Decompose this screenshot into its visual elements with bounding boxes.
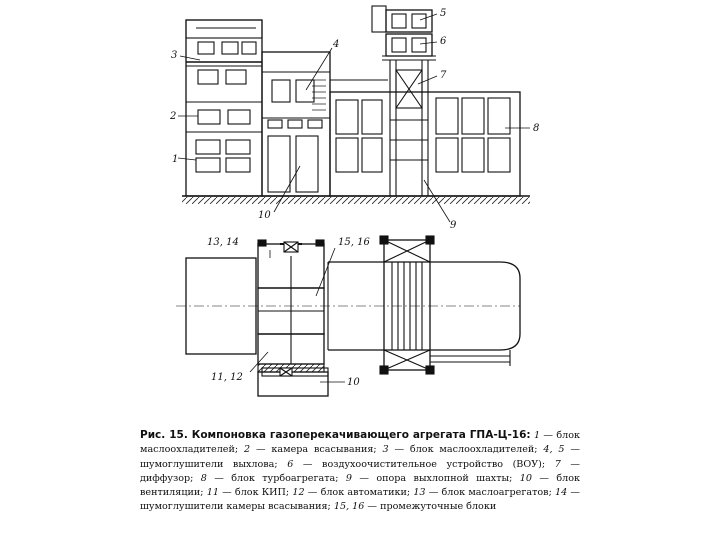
legend-number: 1	[533, 430, 541, 441]
legend-number: 7	[554, 458, 561, 470]
legend-text: шумоглушители выхлова;	[140, 458, 278, 470]
legend-text: блок маслоагрегатов;	[441, 487, 552, 499]
legend-number: 13	[413, 487, 426, 499]
label-11-12: 11, 12	[211, 372, 243, 383]
label-5: 5	[440, 8, 447, 19]
label-7: 7	[440, 70, 447, 81]
plan-exhaust-frame	[380, 236, 510, 374]
legend-text: промежуточные блоки	[380, 501, 497, 513]
label-13-14: 13, 14	[207, 237, 239, 248]
legend-number: 12	[292, 487, 305, 499]
legend-number: 10	[519, 472, 532, 484]
legend-number: 8	[200, 472, 207, 484]
legend-text: камера всасывания;	[271, 444, 377, 456]
label-15-16: 15, 16	[338, 237, 370, 248]
label-10-plan: 10	[347, 377, 360, 388]
legend-text: диффузор;	[140, 472, 194, 484]
label-9: 9	[450, 220, 457, 231]
label-6: 6	[440, 36, 447, 47]
label-1: 1	[172, 154, 179, 165]
legend-number: 4, 5	[543, 444, 565, 456]
legend-text: опора выхлопной шахты;	[376, 472, 513, 484]
caption-title: Рис. 15. Компоновка газоперекачивающего агрегата ГПА-Ц-16:	[140, 429, 531, 441]
legend-text: блок автоматики;	[320, 487, 411, 499]
legend-text: воздухоочистительное устройство (ВОУ);	[322, 458, 546, 470]
legend-number: 3	[382, 444, 389, 456]
legend-text: блок турбоагрегата;	[231, 472, 339, 484]
legend-text: шумоглушители камеры всасывания;	[140, 501, 331, 513]
caption-legend: 1 — блок маслоохладителей; 2 — камера всасывания; 3 — блок маслоохладителей; 4, 5 — шумоглушители выхлова; 6 — воздухоочистительное устройство (ВОУ); 7 — диффузор; 8 — блок турбоагрегата; 9 — опора выхлопной шахты; 10 — блок вентиляции; 11 — блок КИП; 12 — блок автоматики; 13 — блок маслоагрегатов; 14 — шумоглушители камеры всасывания; 15, 16 — промежуточные блоки	[140, 430, 581, 513]
silencer-ventilation-block	[262, 52, 330, 196]
legend-text: блок маслоохладителей;	[409, 444, 538, 456]
legend-text: блок КИП;	[234, 487, 290, 499]
oil-cooler-block	[186, 20, 262, 196]
figure-caption	[140, 428, 580, 515]
legend-number: 6	[287, 458, 294, 470]
legend-number: 11	[206, 487, 219, 499]
label-3: 3	[171, 50, 178, 61]
plan-block-column	[258, 240, 328, 396]
legend-number: 14	[555, 487, 568, 499]
legend-text: блок маслоохладителей;	[140, 430, 580, 456]
legend-number: 15, 16	[333, 501, 365, 513]
label-8: 8	[533, 123, 540, 134]
label-2: 2	[170, 111, 177, 122]
legend-text: блок вентиляции;	[140, 472, 580, 499]
turbine-unit-block	[330, 80, 520, 196]
legend-number: 2	[243, 444, 251, 456]
label-4: 4	[333, 39, 340, 50]
legend-number: 9	[345, 472, 352, 484]
label-10: 10	[258, 210, 271, 221]
elevation-view	[178, 6, 530, 222]
